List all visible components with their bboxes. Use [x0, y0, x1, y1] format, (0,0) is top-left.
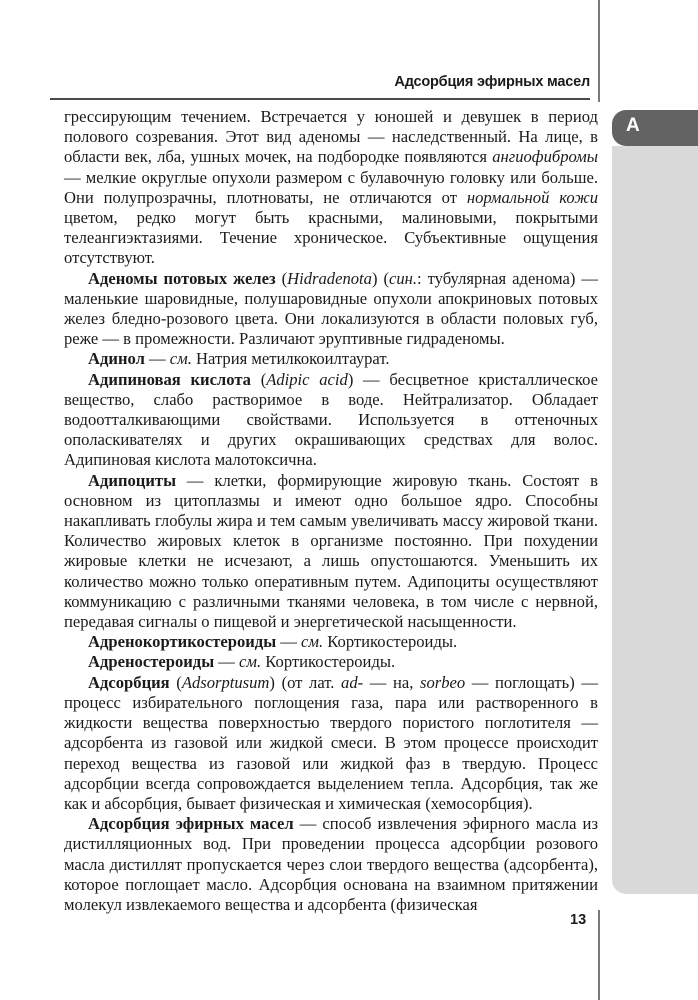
section-tab — [612, 110, 698, 146]
running-header-title: Адсорбция эфирных масел — [394, 74, 590, 90]
section-tab-letter: А — [626, 115, 640, 136]
entry-term: Адипоциты — [88, 470, 177, 490]
entry-term: Адипиновая кислота — [88, 369, 251, 389]
entry-term: Адсорбция эфирных масел — [88, 814, 294, 834]
entry-term: Адсорбция — [88, 672, 170, 692]
entry-term: Адреностероиды — [88, 652, 215, 672]
entry-term: Адинол — [88, 349, 145, 369]
entry-adinol: Адинол — см. Натрия метилкокоилтаурат. — [88, 349, 390, 369]
entry-adsorption-essential-oils: Адсорбция эфирных масел — способ извлечения эфирного масла из дистилляционных вод. При проведении процесса адсорбции розового масла дистиллят пропускается через слои твердого вещества (адсорбента), которое поглощает масло. Адсорбция основана на взаимном притяжении молекул извлекаемого вещества и адсорбента (физическая — [64, 814, 598, 914]
entry-adipic-acid: Адипиновая кислота (Adipic acid) — бесцветное кристаллическое вещество, слабо растворимое в воде. Нейтрализатор. Обладает водоотталкивающими свойствами. Используется в оттеночных ополаскивателях и других окрашивающих средствах для волос. Адипиновая кислота малотоксична. — [64, 369, 598, 470]
margin-rule-top — [598, 0, 600, 102]
margin-rule-bottom — [598, 910, 600, 1000]
entry-hidradenoma: Аденомы потовых желез (Hidradenota) (син.: тубулярная аденома) — маленькие шаровидные, полушаровидные опухоли апокриновых потовых желез бледно-розового цвета. Они локализуются в области половых губ, реже — в промежности. Различают эруптивные гидраденомы. — [64, 268, 599, 349]
entry-adrenocorticosteroids: Адренокортикостероиды — см. Кортикостероиды. — [88, 632, 458, 652]
dictionary-text — [64, 107, 598, 915]
entry-adipocytes: Адипоциты — клетки, формирующие жировую ткань. Состоят в основном из цитоплазмы и имеют одно большое ядро. Способны накапливать глобулы жира и тем самым увеличивать массу жировой ткани. Количество жировых клеток в организме постоянно. При похудении жировые клетки не исчезают, а лишь опустошаются. Уменьшить их количество можно только оперативным путем. Адипоциты осуществляют коммуникацию с различными тканями человека, в том числе с нервной, передавая сигналы о пищевой и энергетической насыщенности. — [64, 470, 598, 632]
entry-term: Аденомы потовых желез — [88, 268, 276, 288]
paragraph-continuation: грессирующим течением. Встречается у юношей и девушек в период полового созревания. Этот вид аденомы — наследственный. На лице, в области век, лба, ушных мочек, на подбородке появляются ангиофибромы — мелкие округлые опухоли размером с булавочную головку или больше. Они полупрозрачны, плотноваты, не отличаются от нормальной кожи цветом, редко могут быть красными, малиновыми, покрытыми телеангиэктазиями. Течение хроническое. Субъективные ощущения отсутствуют. — [64, 107, 598, 268]
running-header — [50, 70, 590, 100]
entry-adsorption: Адсорбция (Adsorptusum) (от лат. ad- — на, sorbeo — поглощать) — процесс избирательного поглощения газа, пара или растворенного в жидкости вещества поверхностью твердого пористого поглотителя — адсорбента из газовой или жидкой смеси. В этом процессе происходит переход вещества из газовой или жидкой фаз в твердую. Процесс адсорбции всегда сопровождается выделением тепла. Адсорбция, так же как и абсорбция, бывает физическая и химическая (хемосорбция). — [64, 672, 598, 813]
entry-adrenosteroids: Адреностероиды — см. Кортикостероиды. — [88, 652, 396, 672]
section-side-band — [612, 146, 698, 894]
entry-term: Адренокортикостероиды — [88, 632, 277, 652]
page-number: 13 — [570, 912, 587, 928]
